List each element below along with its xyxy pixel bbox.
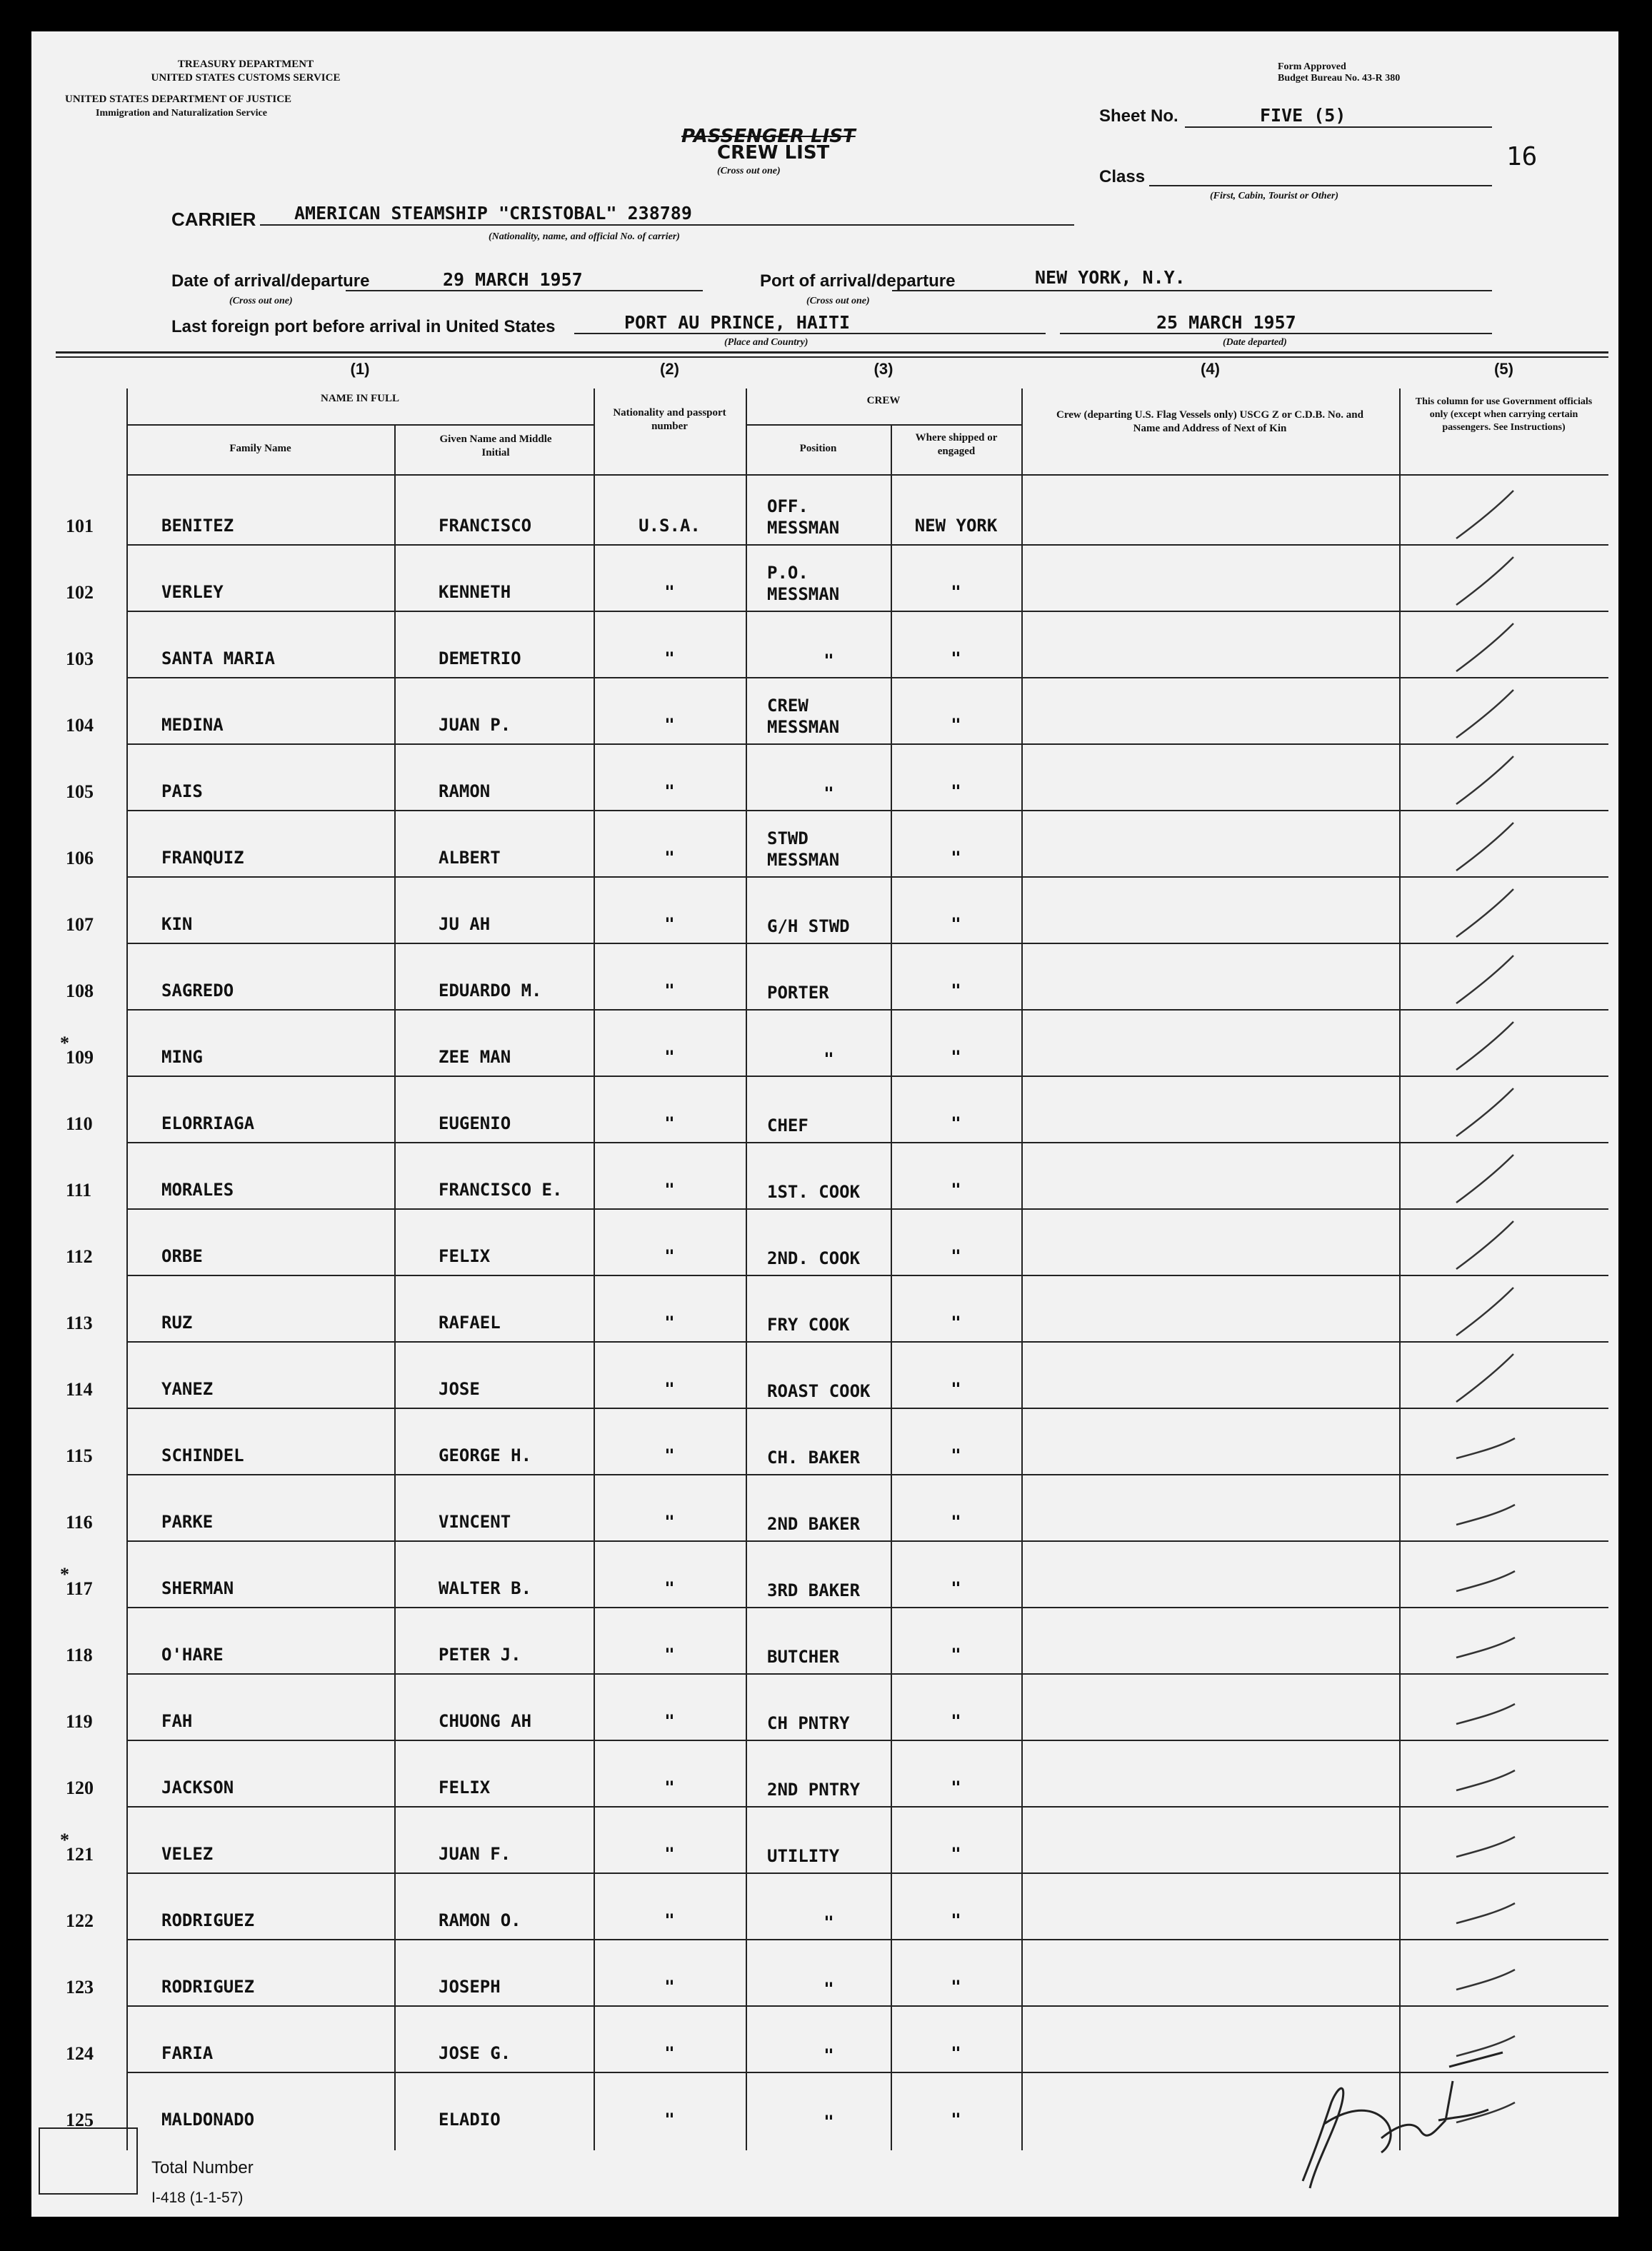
row-number: 115 <box>66 1445 93 1466</box>
document-page <box>31 31 1618 2217</box>
port-caption: (Cross out one) <box>806 296 870 306</box>
row-divider <box>126 544 1608 546</box>
where-shipped: " <box>951 1977 961 1997</box>
row-number: 101 <box>66 516 94 536</box>
row-divider <box>126 1873 1608 1874</box>
row-number: 103 <box>66 648 94 669</box>
nationality: " <box>664 1578 675 1598</box>
col3-title: CREW <box>866 395 901 406</box>
official-check-mark <box>1449 487 1521 544</box>
official-check-mark <box>1449 1948 1521 2005</box>
row-number: 105 <box>66 781 94 802</box>
title-struck: PASSENGER LIST <box>681 126 856 147</box>
crew-position: " <box>824 2112 834 2132</box>
form-title: CREW LIST <box>717 142 830 164</box>
official-check-mark <box>1449 886 1521 943</box>
where-shipped: " <box>951 1578 961 1598</box>
family-name: SCHINDEL <box>161 1445 244 1465</box>
family-name: SAGREDO <box>161 981 234 1001</box>
where-shipped: " <box>951 1910 961 1930</box>
family-name: MALDONADO <box>161 2110 255 2130</box>
col-given-name: Given Name and Middle Initial <box>439 433 552 458</box>
class-caption: (First, Cabin, Tourist or Other) <box>1210 191 1338 201</box>
date-label: Date of arrival/departure <box>171 271 370 291</box>
crew-position: " <box>824 651 834 671</box>
nationality: " <box>664 1379 675 1399</box>
row-number: 121 <box>66 1844 94 1865</box>
carrier-label: CARRIER <box>171 209 256 230</box>
given-name: FELIX <box>439 1246 491 1266</box>
crew-position: " <box>824 1912 834 1932</box>
agency-ins: Immigration and Naturalization Service <box>96 108 267 119</box>
last-port-value: PORT AU PRINCE, HAITI <box>624 312 851 333</box>
row-divider <box>126 1740 1608 1741</box>
crew-position: 2ND PNTRY <box>767 1780 861 1800</box>
official-check-mark <box>1449 686 1521 743</box>
col4-number: (4) <box>1201 360 1220 378</box>
given-name: EUGENIO <box>439 1113 511 1133</box>
given-name: GEORGE H. <box>439 1445 532 1465</box>
nationality: " <box>664 1645 675 1665</box>
row-number: 120 <box>66 1778 94 1798</box>
where-shipped: " <box>951 1445 961 1465</box>
official-check-mark <box>1449 1550 1521 1607</box>
given-name: JUAN F. <box>439 1844 511 1864</box>
crew-position: UTILITY <box>767 1846 840 1866</box>
where-shipped: " <box>951 715 961 735</box>
official-check-mark <box>1449 1151 1521 1208</box>
departed-value: 25 MARCH 1957 <box>1156 312 1296 333</box>
col5-number: (5) <box>1494 360 1513 378</box>
row-divider <box>126 743 1608 745</box>
where-shipped: " <box>951 1246 961 1266</box>
col1-title: NAME IN FULL <box>320 393 399 404</box>
title-caption: (Cross out one) <box>717 166 781 176</box>
last-port-label: Last foreign port before arrival in United States <box>171 317 556 336</box>
crew-position: 1ST. COOK <box>767 1182 861 1202</box>
where-shipped: " <box>951 2110 961 2130</box>
crew-position: OFF. MESSMAN <box>767 496 840 538</box>
row-divider <box>126 1076 1608 1077</box>
agency-justice: UNITED STATES DEPARTMENT OF JUSTICE <box>65 94 292 105</box>
col-line <box>126 388 128 2150</box>
nationality: " <box>664 781 675 801</box>
row-number: 110 <box>66 1113 93 1134</box>
given-name: FRANCISCO <box>439 516 532 536</box>
where-shipped: " <box>951 914 961 934</box>
crew-position: FRY COOK <box>767 1315 850 1335</box>
port-label: Port of arrival/departure <box>760 271 956 291</box>
row-divider <box>126 1341 1608 1343</box>
row-number: 104 <box>66 715 94 736</box>
family-name: SHERMAN <box>161 1578 234 1598</box>
row-number: 124 <box>66 2043 94 2064</box>
where-shipped: " <box>951 781 961 801</box>
nationality: " <box>664 914 675 934</box>
nationality: " <box>664 1180 675 1200</box>
given-name: ELADIO <box>439 2110 501 2130</box>
where-shipped: " <box>951 648 961 668</box>
family-name: FAH <box>161 1711 193 1731</box>
row-asterisk: * <box>60 1830 69 1850</box>
row-divider <box>126 1208 1608 1210</box>
row-divider <box>126 2005 1608 2007</box>
nationality: " <box>664 1445 675 1465</box>
row-divider <box>126 1673 1608 1675</box>
row-number: 108 <box>66 981 94 1001</box>
nationality: " <box>664 715 675 735</box>
where-shipped: " <box>951 1313 961 1333</box>
nationality: " <box>664 2043 675 2063</box>
where-shipped: " <box>951 582 961 602</box>
given-name: EDUARDO M. <box>439 981 542 1001</box>
given-name: JOSE G. <box>439 2043 511 2063</box>
family-name: RODRIGUEZ <box>161 1977 255 1997</box>
where-shipped: " <box>951 1113 961 1133</box>
crew-position: CREW MESSMAN <box>767 696 840 737</box>
where-shipped: " <box>951 1512 961 1532</box>
form-approval: Form Approved Budget Bureau No. 43-R 380 <box>1278 61 1401 84</box>
given-name: DEMETRIO <box>439 648 521 668</box>
col2-title: Nationality and passport number <box>613 407 726 432</box>
total-number-label: Total Number <box>151 2158 254 2177</box>
family-name: BENITEZ <box>161 516 234 536</box>
row-number: 117 <box>66 1578 93 1599</box>
where-shipped: " <box>951 848 961 868</box>
nationality: " <box>664 648 675 668</box>
row-number: 116 <box>66 1512 93 1533</box>
given-name: FELIX <box>439 1778 491 1798</box>
row-divider <box>126 1408 1608 1409</box>
official-check-mark <box>1449 1815 1521 1873</box>
official-check-mark <box>1449 1417 1521 1474</box>
row-divider <box>126 876 1608 878</box>
official-check-mark <box>1449 1616 1521 1673</box>
carrier-caption: (Nationality, name, and official No. of carrier) <box>489 231 680 242</box>
col3-number: (3) <box>873 360 893 378</box>
given-name: ZEE MAN <box>439 1047 511 1067</box>
col-position: Position <box>799 443 837 454</box>
departed-caption: (Date departed) <box>1223 337 1287 348</box>
given-name: WALTER B. <box>439 1578 532 1598</box>
row-divider <box>126 1607 1608 1608</box>
row-divider <box>126 677 1608 678</box>
nationality: " <box>664 848 675 868</box>
where-shipped: " <box>951 1180 961 1200</box>
where-shipped: " <box>951 1711 961 1731</box>
family-name: MING <box>161 1047 203 1067</box>
crew-position: 2ND. COOK <box>767 1248 861 1268</box>
row-number: 118 <box>66 1645 93 1665</box>
sheet-value: FIVE (5) <box>1260 105 1346 126</box>
where-shipped: " <box>951 1645 961 1665</box>
family-name: PAIS <box>161 781 203 801</box>
given-name: RAMON O. <box>439 1910 521 1930</box>
nationality: " <box>664 1047 675 1067</box>
col1-number: (1) <box>350 360 370 378</box>
family-name: SANTA MARIA <box>161 648 275 668</box>
family-name: ELORRIAGA <box>161 1113 255 1133</box>
family-name: PARKE <box>161 1512 214 1532</box>
where-shipped: " <box>951 2043 961 2063</box>
official-signature <box>1274 2038 1510 2202</box>
nationality: " <box>664 1313 675 1333</box>
last-port-caption: (Place and Country) <box>724 337 809 348</box>
row-divider <box>126 1806 1608 1808</box>
official-check-mark <box>1449 1483 1521 1540</box>
official-check-mark <box>1449 1218 1521 1275</box>
official-check-mark <box>1449 753 1521 810</box>
official-check-mark <box>1449 1018 1521 1076</box>
row-number: 113 <box>66 1313 93 1333</box>
nationality: " <box>664 1113 675 1133</box>
nationality: " <box>664 1711 675 1731</box>
row-divider <box>126 1540 1608 1542</box>
crew-position: " <box>824 1979 834 1999</box>
sheet-label: Sheet No. <box>1099 106 1178 126</box>
where-shipped: " <box>951 981 961 1001</box>
port-value: NEW YORK, N.Y. <box>1035 267 1186 288</box>
row-number: 109 <box>66 1047 94 1068</box>
crew-position: STWD MESSMAN <box>767 828 840 870</box>
row-number: 107 <box>66 914 94 935</box>
family-name: KIN <box>161 914 193 934</box>
family-name: VERLEY <box>161 582 224 602</box>
row-number: 114 <box>66 1379 93 1400</box>
crew-position: CH. BAKER <box>767 1448 861 1468</box>
given-name: CHUONG AH <box>439 1711 532 1731</box>
crew-position: 3RD BAKER <box>767 1580 861 1600</box>
col-family-name: Family Name <box>229 443 291 454</box>
official-check-mark <box>1449 952 1521 1009</box>
row-divider <box>126 611 1608 612</box>
nationality: " <box>664 1844 675 1864</box>
family-name: JACKSON <box>161 1778 234 1798</box>
row-divider <box>126 1275 1608 1276</box>
crew-position: P.O. MESSMAN <box>767 563 840 604</box>
col2-number: (2) <box>660 360 679 378</box>
crew-position: " <box>824 2045 834 2065</box>
nationality: " <box>664 2110 675 2130</box>
row-divider <box>126 1142 1608 1143</box>
row-divider <box>126 1009 1608 1011</box>
total-number-box <box>39 2127 138 2195</box>
given-name: RAFAEL <box>439 1313 501 1333</box>
family-name: FRANQUIZ <box>161 848 244 868</box>
crew-position: CH PNTRY <box>767 1713 850 1733</box>
row-asterisk: * <box>60 1033 69 1053</box>
row-number: 125 <box>66 2110 94 2130</box>
family-name: ORBE <box>161 1246 203 1266</box>
crew-position: " <box>824 783 834 803</box>
family-name: MEDINA <box>161 715 224 735</box>
official-check-mark <box>1449 553 1521 611</box>
given-name: PETER J. <box>439 1645 521 1665</box>
crew-position: PORTER <box>767 983 829 1003</box>
nationality: " <box>664 981 675 1001</box>
family-name: O'HARE <box>161 1645 224 1665</box>
class-label: Class <box>1099 167 1146 186</box>
family-name: FARIA <box>161 2043 214 2063</box>
where-shipped: " <box>951 1379 961 1399</box>
family-name: VELEZ <box>161 1844 214 1864</box>
official-check-mark <box>1449 1284 1521 1341</box>
where-shipped: " <box>951 1844 961 1864</box>
row-divider <box>126 810 1608 811</box>
official-check-mark <box>1449 819 1521 876</box>
given-name: JOSE <box>439 1379 480 1399</box>
col5-title: This column for use Government officials only (except when carrying certain passengers. See Instructions) <box>1415 396 1593 433</box>
official-check-mark <box>1449 620 1521 677</box>
given-name: KENNETH <box>439 582 511 602</box>
where-shipped: " <box>951 1778 961 1798</box>
nationality: " <box>664 1512 675 1532</box>
row-number: 111 <box>66 1180 92 1200</box>
nationality: U.S.A. <box>639 516 701 536</box>
given-name: FRANCISCO E. <box>439 1180 563 1200</box>
family-name: RUZ <box>161 1313 193 1333</box>
date-value: 29 MARCH 1957 <box>443 269 583 290</box>
given-name: VINCENT <box>439 1512 511 1532</box>
carrier-value: AMERICAN STEAMSHIP "CRISTOBAL" 238789 <box>294 203 692 224</box>
official-check-mark <box>1449 1683 1521 1740</box>
family-name: MORALES <box>161 1180 234 1200</box>
nationality: " <box>664 1246 675 1266</box>
crew-position: BUTCHER <box>767 1647 840 1667</box>
agency-treasury: TREASURY DEPARTMENT UNITED STATES CUSTOMS SERVICE <box>151 59 341 84</box>
nationality: " <box>664 1778 675 1798</box>
official-check-mark <box>1449 1882 1521 1939</box>
family-name: YANEZ <box>161 1379 214 1399</box>
nationality: " <box>664 1910 675 1930</box>
row-divider <box>126 1474 1608 1475</box>
crew-position: " <box>824 1049 834 1069</box>
where-shipped: " <box>951 1047 961 1067</box>
date-caption: (Cross out one) <box>229 296 293 306</box>
row-asterisk: * <box>60 1564 69 1585</box>
row-divider <box>126 943 1608 944</box>
given-name: RAMON <box>439 781 491 801</box>
where-shipped: NEW YORK <box>914 516 998 536</box>
form-number: I-418 (1-1-57) <box>151 2190 244 2206</box>
row-number: 112 <box>66 1246 93 1267</box>
given-name: JUAN P. <box>439 715 511 735</box>
row-number: 122 <box>66 1910 94 1931</box>
page-number: 16 <box>1506 142 1538 171</box>
row-number: 102 <box>66 582 94 603</box>
row-number: 123 <box>66 1977 94 1997</box>
col4-title: Crew (departing U.S. Flag Vessels only) USCG Z or C.D.B. No. and Name and Address of Next of Kin <box>1056 409 1363 434</box>
row-number: 119 <box>66 1711 93 1732</box>
family-name: RODRIGUEZ <box>161 1910 255 1930</box>
row-divider <box>126 1939 1608 1940</box>
crew-position: 2ND BAKER <box>767 1514 861 1534</box>
crew-position: CHEF <box>767 1116 809 1135</box>
row-number: 106 <box>66 848 94 868</box>
given-name: JU AH <box>439 914 491 934</box>
nationality: " <box>664 1977 675 1997</box>
given-name: ALBERT <box>439 848 501 868</box>
col-where-shipped: Where shipped or engaged <box>915 432 998 457</box>
given-name: JOSEPH <box>439 1977 501 1997</box>
official-check-mark <box>1449 1350 1521 1408</box>
official-check-mark <box>1449 1749 1521 1806</box>
nationality: " <box>664 582 675 602</box>
official-check-mark <box>1449 1085 1521 1142</box>
crew-position: ROAST COOK <box>767 1381 871 1401</box>
crew-position: G/H STWD <box>767 916 850 936</box>
